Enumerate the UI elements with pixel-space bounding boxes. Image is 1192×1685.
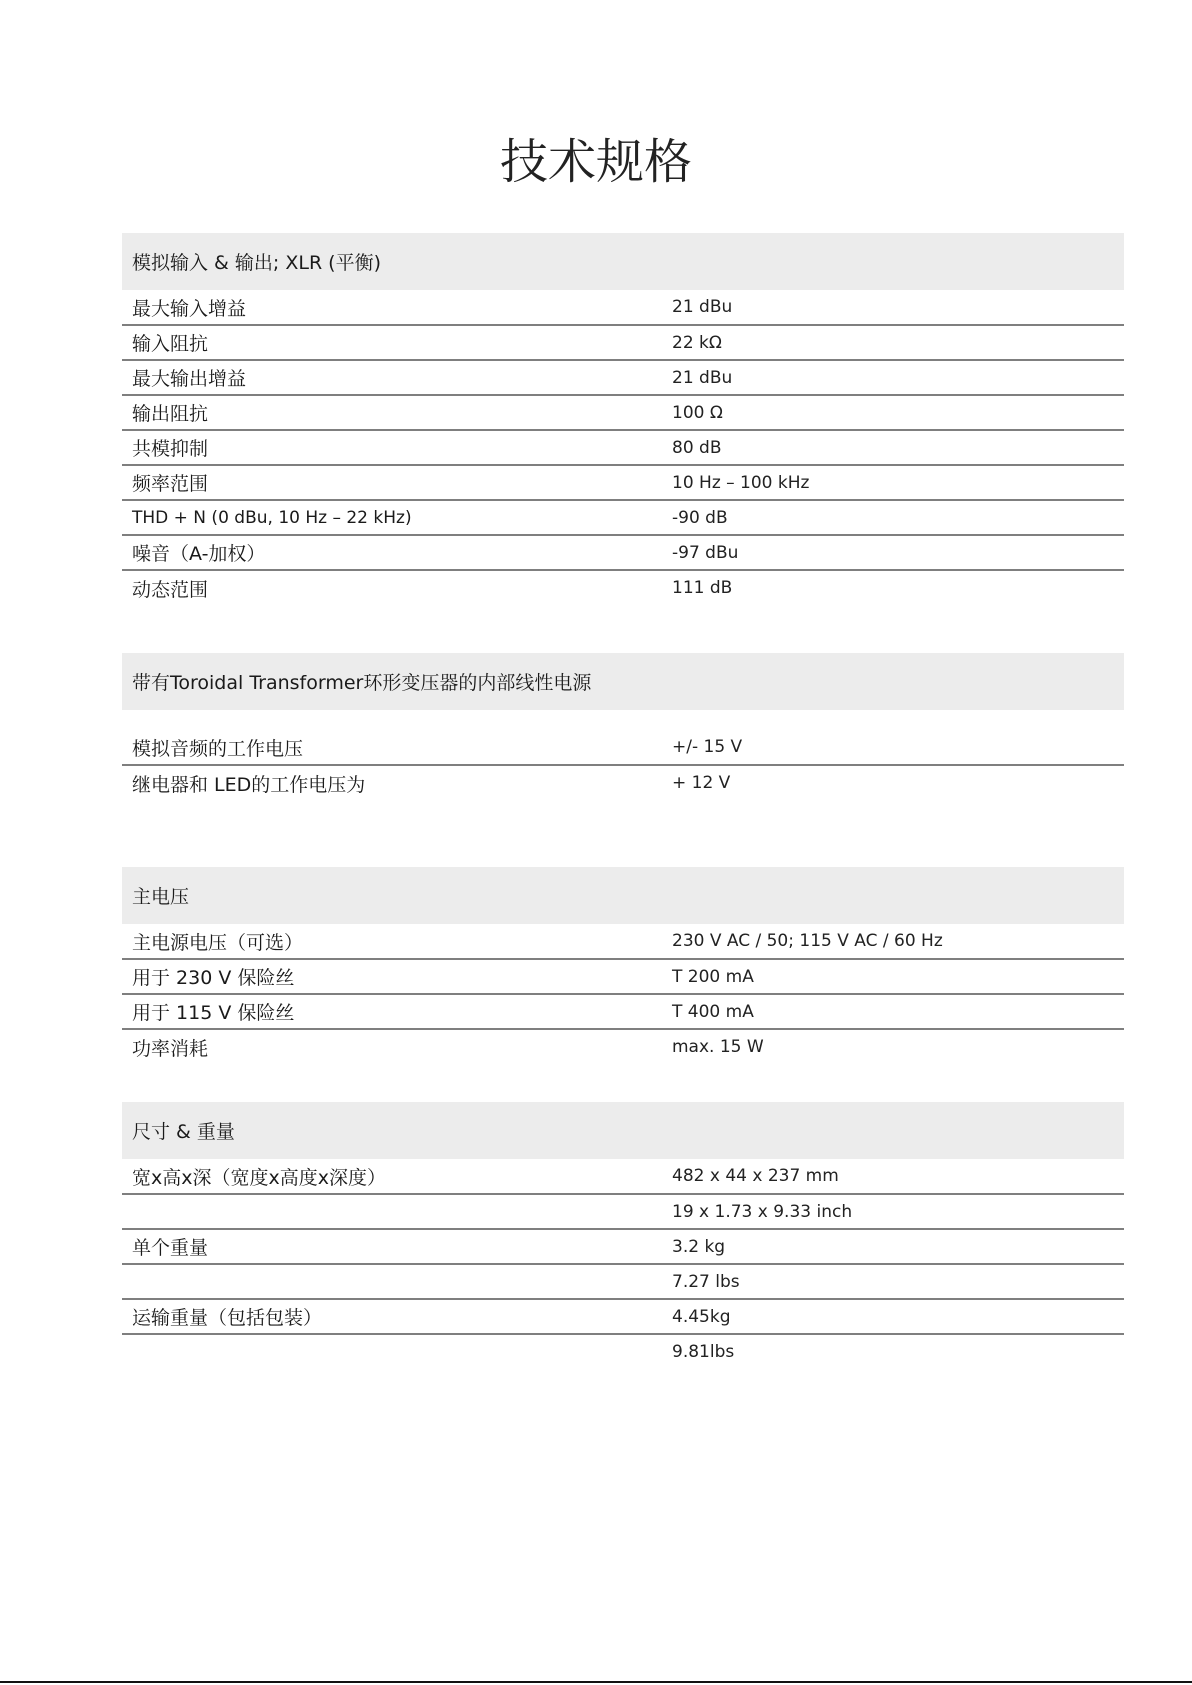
spec-value: 21 dBu <box>662 360 1124 395</box>
spec-value: T 400 mA <box>662 994 1124 1029</box>
spec-value: 111 dB <box>672 578 733 598</box>
spec-label: 共模抑制 <box>122 430 662 465</box>
spec-value: max. 15 W <box>672 1037 764 1057</box>
section-header: 模拟输入 & 输出; XLR (平衡) <box>122 233 1124 290</box>
spec-value: 230 V AC / 50; 115 V AC / 60 Hz <box>662 924 1124 959</box>
spec-row <box>122 500 1124 535</box>
spec-row <box>122 395 1124 430</box>
spec-row <box>122 1299 1124 1334</box>
spec-label: 最大输出增益 <box>122 360 662 395</box>
spec-row <box>122 1229 1124 1264</box>
spec-label: 噪音（A-加权） <box>122 535 662 570</box>
spec-label: 主电源电压（可选） <box>122 924 662 959</box>
spec-table <box>122 924 1124 1064</box>
spec-row <box>122 994 1124 1029</box>
spec-label: 动态范围 <box>132 578 209 601</box>
spec-label: 模拟音频的工作电压 <box>122 730 662 765</box>
section-power-supply <box>122 653 1124 800</box>
spec-label <box>122 1334 662 1369</box>
spec-row <box>122 959 1124 994</box>
spec-value: 4.45kg <box>662 1299 1124 1334</box>
spec-value: 3.2 kg <box>662 1229 1124 1264</box>
spec-label: 功率消耗 <box>132 1037 209 1060</box>
spec-row <box>122 325 1124 360</box>
spec-row <box>122 924 1124 959</box>
spec-row <box>122 1334 1124 1369</box>
spec-value: 100 Ω <box>662 395 1124 430</box>
spec-value: 7.27 lbs <box>662 1264 1124 1299</box>
spec-row <box>122 430 1124 465</box>
spec-label: THD + N (0 dBu, 10 Hz – 22 kHz) <box>122 500 662 535</box>
spec-row <box>122 535 1124 570</box>
spec-row <box>122 1029 1124 1064</box>
spec-value: 22 kΩ <box>662 325 1124 360</box>
spec-label <box>122 1264 662 1299</box>
spec-value: T 200 mA <box>662 959 1124 994</box>
spacer <box>122 710 1124 730</box>
spec-value: 19 x 1.73 x 9.33 inch <box>662 1194 1124 1229</box>
spec-label: 宽x高x深（宽度x高度x深度） <box>122 1159 662 1194</box>
section-header: 尺寸 & 重量 <box>122 1102 1124 1159</box>
spec-row <box>122 290 1124 325</box>
spec-row <box>122 465 1124 500</box>
spec-table <box>122 1159 1124 1369</box>
spec-label: 输入阻抗 <box>122 325 662 360</box>
section-dimensions-weight <box>122 1102 1124 1369</box>
spec-value: 482 x 44 x 237 mm <box>662 1159 1124 1194</box>
spec-value: + 12 V <box>672 773 731 793</box>
spec-label: 单个重量 <box>122 1229 662 1264</box>
spec-label: 用于 115 V 保险丝 <box>122 994 662 1029</box>
spec-value: 10 Hz – 100 kHz <box>662 465 1124 500</box>
spec-label: 运输重量（包括包装） <box>122 1299 662 1334</box>
spec-label: 输出阻抗 <box>122 395 662 430</box>
spec-row <box>122 1264 1124 1299</box>
spec-value: 21 dBu <box>662 290 1124 325</box>
spec-label <box>122 1194 662 1229</box>
section-mains-voltage <box>122 867 1124 1064</box>
spec-row <box>122 1159 1124 1194</box>
spec-row <box>122 1194 1124 1229</box>
spec-value: -97 dBu <box>662 535 1124 570</box>
spec-row <box>122 730 1124 765</box>
spec-row <box>122 765 1124 800</box>
spec-label: 用于 230 V 保险丝 <box>122 959 662 994</box>
spec-row <box>122 360 1124 395</box>
section-analog-io <box>122 233 1124 605</box>
spec-table <box>122 290 1124 605</box>
page-bottom-border <box>0 1681 1192 1683</box>
spec-value: +/- 15 V <box>662 730 1124 765</box>
spec-value: 9.81lbs <box>672 1342 735 1362</box>
spec-value: 80 dB <box>662 430 1124 465</box>
spec-label: 最大输入增益 <box>122 290 662 325</box>
spec-label: 继电器和 LED的工作电压为 <box>132 773 366 796</box>
spec-value: -90 dB <box>662 500 1124 535</box>
section-header: 主电压 <box>122 867 1124 924</box>
spec-label: 频率范围 <box>122 465 662 500</box>
section-header: 带有Toroidal Transformer环形变压器的内部线性电源 <box>122 653 1124 710</box>
page-title: 技术规格 <box>499 134 692 190</box>
spec-table <box>122 730 1124 800</box>
spec-row <box>122 570 1124 605</box>
